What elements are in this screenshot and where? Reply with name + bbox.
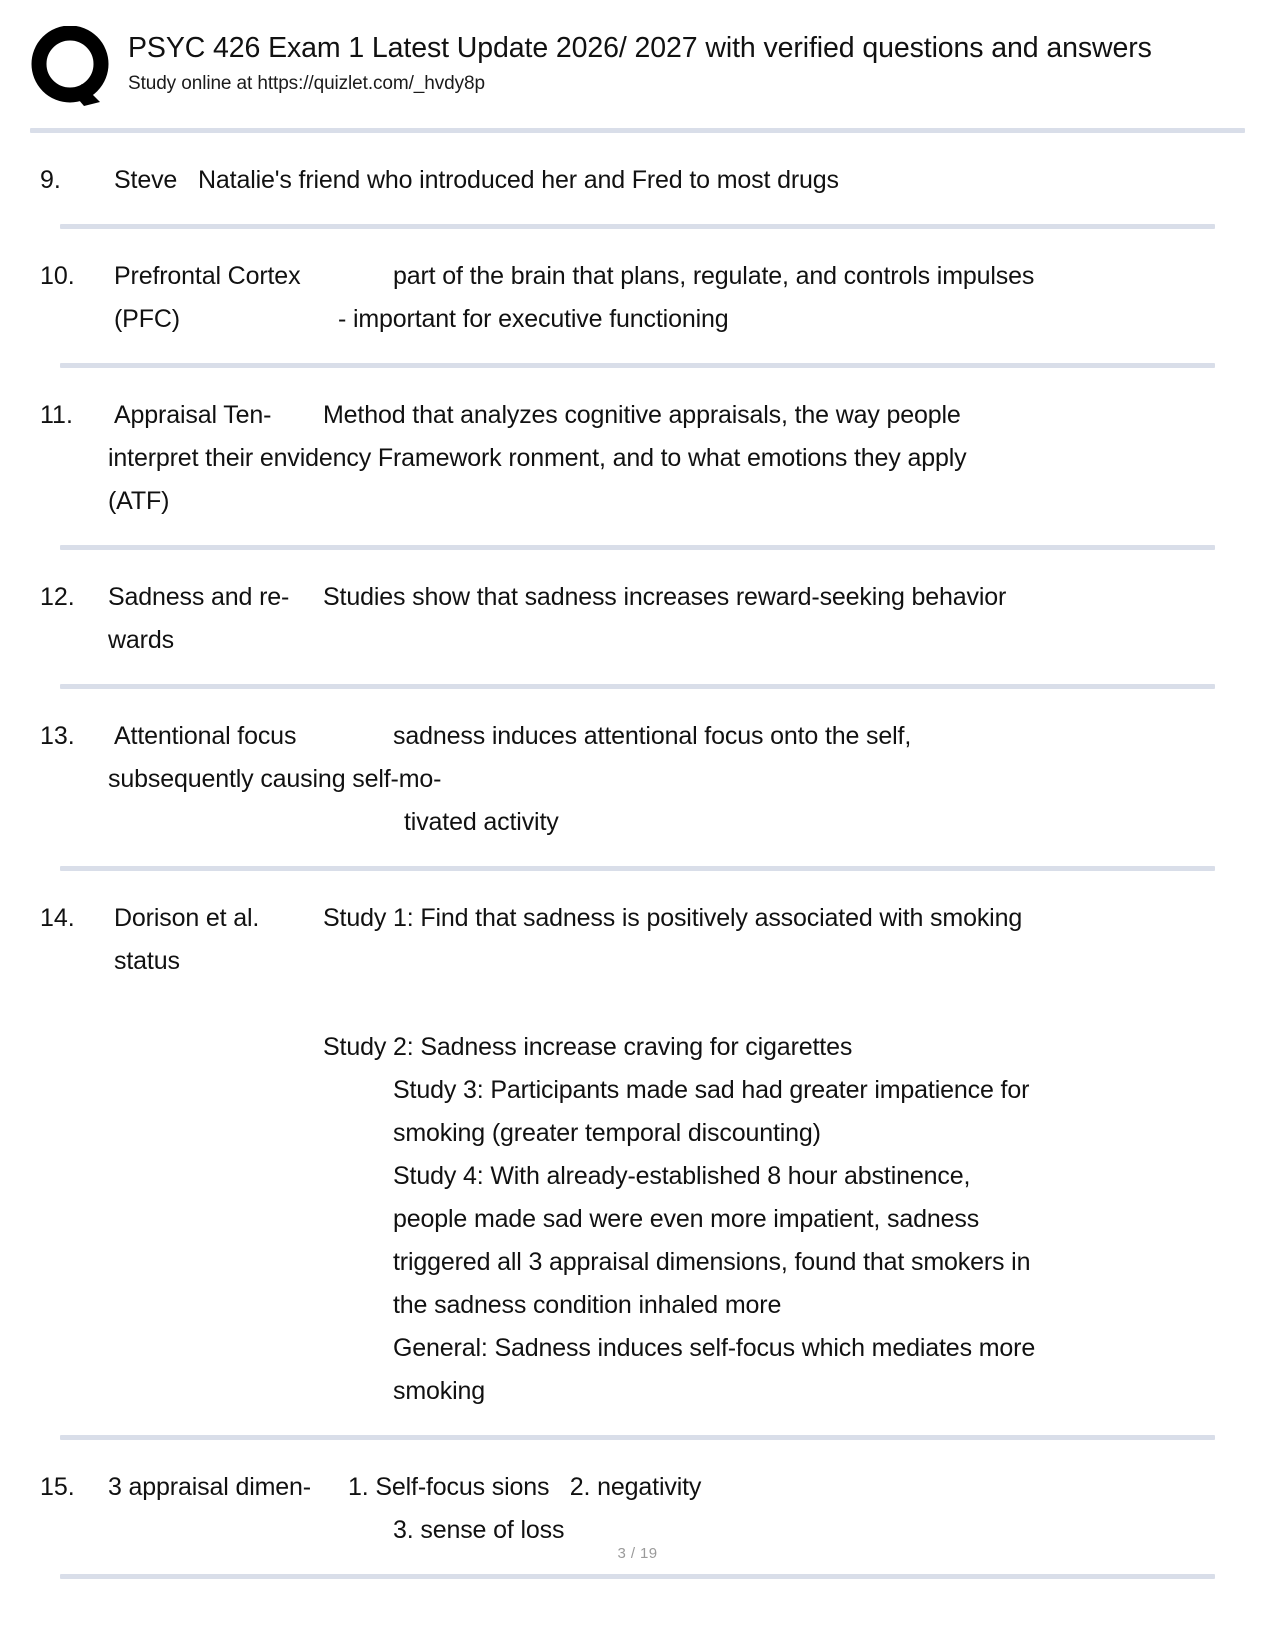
entry-definition-segment: Study 3: Participants made sad had greater impatience for — [393, 1076, 1030, 1104]
entry-definition-segment: Study 4: With already-established 8 hour abstinence, — [393, 1162, 971, 1190]
entry-definition-segment: the sadness condition inhaled more — [393, 1291, 782, 1319]
entry-body — [108, 394, 1245, 523]
entry-definition-segment: interpret their envidency Framework ronment, and to what emotions they apply — [108, 444, 967, 472]
entry-term-segment: Prefrontal Cortex — [114, 262, 301, 290]
entry-term-segment: Appraisal Ten- — [114, 401, 272, 429]
entry-divider — [60, 1574, 1215, 1579]
quizlet-q-logo-icon — [30, 26, 114, 110]
entry-row — [30, 229, 1245, 363]
entry-number: 12. — [40, 583, 75, 611]
entry-definition-segment: Method that analyzes cognitive appraisals, the way people — [323, 401, 961, 429]
entry-blank-line — [108, 983, 1245, 1026]
entry-number: 9. — [40, 166, 61, 194]
entry-term-segment: 3 appraisal dimen- — [108, 1473, 311, 1501]
entry-definition-segment: triggered all 3 appraisal dimensions, found that smokers in — [393, 1248, 1031, 1276]
document-subtitle: Study online at https://quizlet.com/_hvdy8p — [128, 73, 485, 95]
entry-definition-segment: 3. sense of loss — [393, 1516, 565, 1544]
entry-body — [108, 576, 1245, 662]
entry-list — [0, 133, 1275, 1579]
entry-definition-segment: tivated activity — [404, 808, 559, 836]
entry-term-segment: (PFC) — [114, 305, 180, 333]
entry-definition-segment: 1. Self-focus sions 2. negativity — [348, 1473, 702, 1501]
entry-term-segment: Dorison et al. — [114, 904, 260, 932]
entry-definition-segment: part of the brain that plans, regulate, and controls impulses — [393, 262, 1035, 290]
entry-row — [30, 871, 1245, 1435]
entry-term-segment: Steve — [114, 166, 178, 194]
entry-body — [108, 159, 1245, 202]
entry-number: 15. — [40, 1473, 75, 1501]
entry-definition-segment: smoking (greater temporal discounting) — [393, 1119, 821, 1147]
page-number-label: 3 / 19 — [617, 1545, 658, 1562]
entry-body — [108, 255, 1245, 341]
entry-definition-segment: - important for executive functioning — [338, 305, 729, 333]
entry-definition-segment: people made sad were even more impatient, sadness — [393, 1205, 980, 1233]
entry-body — [108, 715, 1245, 844]
entry-row — [30, 133, 1245, 224]
entry-term-segment: Sadness and re- — [108, 583, 290, 611]
entry-definition-segment: sadness induces attentional focus onto the self, — [393, 722, 912, 750]
entry-definition-segment: Study 2: Sadness increase craving for cigarettes — [323, 1033, 853, 1061]
entry-body — [108, 1466, 1245, 1552]
entry-term-segment: wards — [108, 626, 174, 654]
entry-definition-segment: Study 1: Find that sadness is positively associated with smoking — [323, 904, 1023, 932]
entry-term-segment: (ATF) — [108, 487, 170, 515]
entry-definition-segment: General: Sadness induces self-focus which mediates more — [393, 1334, 1036, 1362]
entry-number: 13. — [40, 722, 75, 750]
document-title: PSYC 426 Exam 1 Latest Update 2026/ 2027 with verified questions and answers — [128, 32, 1152, 64]
entry-number: 14. — [40, 904, 75, 932]
entry-term-segment: Attentional focus — [114, 722, 297, 750]
entry-row — [30, 368, 1245, 545]
entry-number: 11. — [40, 401, 73, 429]
page-footer — [0, 1545, 1275, 1562]
entry-definition-segment: Studies show that sadness increases reward-seeking behavior — [323, 583, 1007, 611]
entry-definition-segment: smoking — [393, 1377, 486, 1405]
entry-row — [30, 689, 1245, 866]
entry-body — [108, 897, 1245, 1413]
entry-number: 10. — [40, 262, 75, 290]
header-text-block — [114, 22, 1152, 97]
entry-term-segment: status — [114, 947, 180, 975]
entry-row — [30, 550, 1245, 684]
entry-definition-segment: subsequently causing self-mo- — [108, 765, 442, 793]
entry-definition-segment: Natalie's friend who introduced her and Fred to most drugs — [198, 166, 839, 194]
page-header — [0, 0, 1275, 110]
